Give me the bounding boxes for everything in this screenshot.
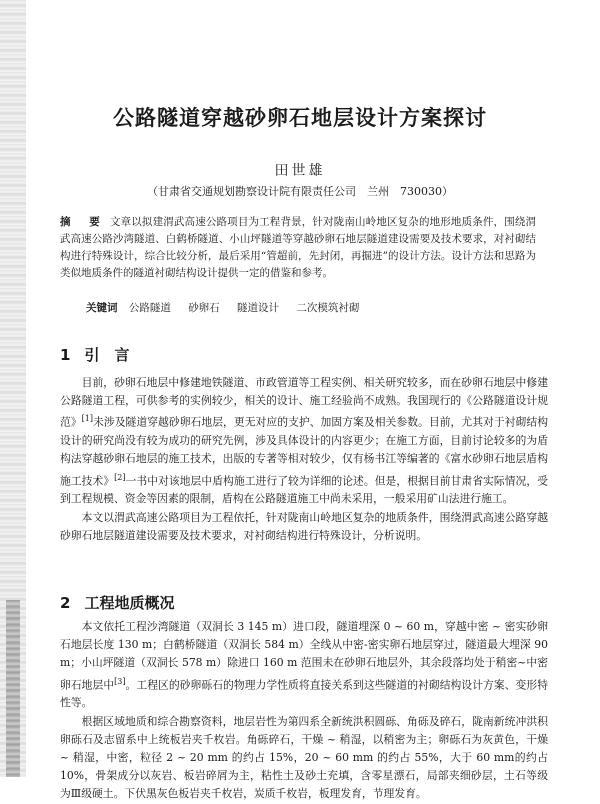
paragraph: 根据区域地质和综合勘察资料，地层岩性为第四系全新统洪积圆砾、角砾及碎石，陇南新统冲洪积卵砾石及志留系中上统板岩夹千枚岩。角砾碎石，干燥 ~ 稍湿，以稍密为主；卵砾石为灰黄色，干燥 ~ 稍湿，中密，粒径 2 ~ 20 mm 的约占 15%，20 ~ 60 mm 的约占 55%，大于 60 mm的约占 10%，骨架成分以灰岩、板岩碎屑为主，粘性土及砂土充填，含零星漂石，局部夹细砂层，土石等级为Ⅲ级硬土。下伏黑灰色板岩夹千枚岩，炭质千枚岩，板理发育，节理发育。 [60, 714, 548, 801]
paragraph: 目前，砂卵石地层中修建地铁隧道、市政管道等工程实例、相关研究较多，而在砂卵石地层中修建公路隧道工程，可供参考的实例较少，相关的设计、施工经验尚不成熟。我国现行的《公路隧道设计规范》[1]未涉及隧道穿越砂卵石地层，更无对应的支护、加固方案及相关参数。目前，尤其对于衬砌结构设计的研究尚没有较为成功的研究先例，涉及具体设计的内容更少；在施工方面，目前讨论较多的为盾构法穿越砂卵石地层的施工技术，出版的专著等相对较少，仅有杨书江等编著的《富水砂卵石地层盾构施工技术》[2]一书中对该地层中盾构施工进行了较为详细的论述。但是，根据目前甘肃省实际情况，受到工程规模、资金等因素的限制，盾构在公路隧道施工中尚未采用，一般采用矿山法进行施工。 [60, 376, 549, 506]
section-number: 2 [60, 594, 71, 612]
author-name: 田世雄 [274, 163, 326, 179]
section-number: 1 [60, 346, 71, 364]
abstract-label: 摘 要 [60, 216, 104, 228]
keywords-label: 关键词 [86, 302, 118, 314]
abstract [60, 214, 536, 282]
section-heading-geology [60, 592, 174, 613]
paragraph: 本文以渭武高速公路项目为工程依托，针对陇南山岭地区复杂的地质条件，围绕渭武高速公路穿越砂卵石地层隧道建设需要及技术要求，对衬砌结构进行特殊设计，分析说明。 [60, 510, 548, 542]
abstract-text: 文章以拟建渭武高速公路项目为工程背景，针对陇南山岭地区复杂的地形地质条件，围绕渭武高速公路沙湾隧道、白鹤桥隧道、小山坪隧道等穿越砂卵石地层隧道建设需要及技术要求，对衬砌结构进行特殊设计，综合比较分析，最后采用“管超前，先封闭，再掘进”的设计方法。设计方法和思路为类似地质条件的隧道衬砌结构设计提供一定的借鉴和参考。 [60, 216, 537, 279]
section-title: 引 言 [84, 346, 130, 364]
citation: [1] [81, 414, 94, 424]
paper-title: 公路隧道穿越砂卵石地层设计方案探讨 [113, 106, 487, 130]
keyword: 公路隧道 [128, 302, 171, 314]
keyword: 隧道设计 [237, 302, 280, 314]
section-heading-introduction [60, 344, 129, 365]
citation: [2] [114, 472, 126, 482]
section-body-introduction [60, 374, 548, 545]
keyword: 二次模筑衬砌 [296, 302, 360, 314]
author-affiliation: （甘肃省交通规划勘察设计院有限责任公司 兰州 730030） [147, 185, 453, 198]
keywords [86, 300, 536, 315]
section-title: 工程地质概况 [84, 594, 175, 612]
keyword: 砂卵石 [188, 302, 220, 314]
section-body-geology [60, 618, 548, 804]
citation: [3] [114, 676, 126, 686]
paragraph: 本文依托工程沙湾隧道（双洞长 3 145 m）进口段，隧道埋深 0 ~ 60 m，穿越中密 ~ 密实砂卵石地层长度 130 m；白鹤桥隧道（双洞长 584 m）全线从中密-密实卵石地层穿过，隧道最大埋深 90 m；小山坪隧道（双洞长 578 m）除进口 160 m 范围未在砂卵石地层外，其余段落均处于稍密~中密卵石地层中[3]。工程区的砂卵砾石的物理力学性质将直接关系到这些隧道的衬砌结构设计方案、变形特性等。 [60, 620, 549, 710]
